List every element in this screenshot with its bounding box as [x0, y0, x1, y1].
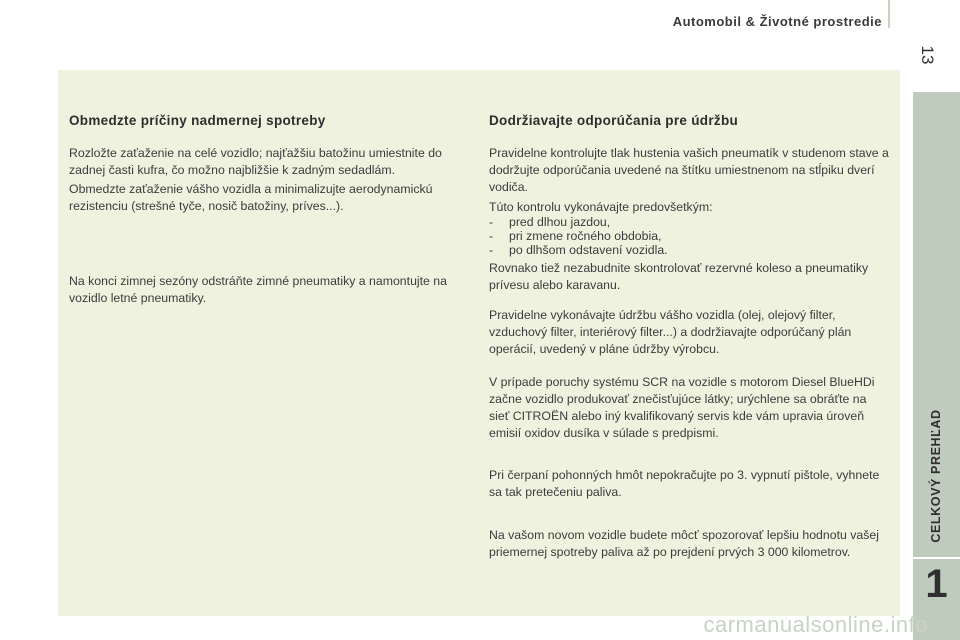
chapter-number: 1 [925, 562, 948, 606]
right-paragraph-maintenance: Pravidelne vykonávajte údržbu vášho vozidla (olej, olejový filter, vzduchový filter, interiérový filter...) a dodržiavajte odporúčaný plán operácií, uvedený v pláne údržby výrobcu. [489, 308, 852, 356]
chapter-label: CELKOVÝ PREHĽAD [929, 409, 943, 543]
list-item: - pri zmene ročného obdobia, [489, 229, 889, 243]
header-title: Automobil & Životné prostredie [672, 14, 882, 29]
right-paragraph-tire-pressure: Pravidelne kontrolujte tlak hustenia vašich pneumatík v studenom stave a dodržujte odporúčania uvedené na štítku umiestnenom na stĺpiku dverí vodiča. [489, 146, 889, 194]
left-paragraph-3: Na konci zimnej sezóny odstráňte zimné pneumatiky a namontujte na vozidlo letné pneumatiky. [69, 274, 447, 305]
list-item: - po dlhšom odstavení vozidla. [489, 243, 889, 257]
right-paragraph-fuel: Pri čerpaní pohonných hmôt nepokračujte po 3. vypnutí pištole, vyhnete sa tak pretečeniu paliva. [489, 468, 880, 499]
left-paragraph-2: Obmedzte zaťaženie vášho vozidla a minimalizujte aerodynamickú rezistenciu (strešné tyče, nosič batožiny, príves...). [69, 182, 433, 213]
right-paragraph-consumption: Na vašom novom vozidle budete môcť spozorovať lepšiu hodnotu vašej priemernej spotreby paliva až po prejdení prvých 3 000 kilometrov. [489, 528, 879, 559]
watermark: carmanualsonline.info [703, 612, 928, 637]
sidebar-divider [913, 557, 960, 559]
left-paragraph-1: Rozložte zaťaženie na celé vozidlo; najťažšiu batožinu umiestnite do zadnej časti kufra, čo možno najbližšie k zadným sedadlám. [69, 146, 442, 177]
right-paragraph-spare-wheel: Rovnako tiež nezabudnite skontrolovať rezervné koleso a pneumatiky prívesu alebo karavanu. [489, 261, 869, 292]
right-paragraph-scr: V prípade poruchy systému SCR na vozidle s motorom Diesel BlueHDi začne vozidlo produkovať znečisťujúce látky; urýchlene sa obráťte na sieť CITROËN alebo iný kvalifikovaný servis kde vám upravia úroveň emisií oxidov dusíka v súlade s predpismi. [489, 375, 875, 440]
right-paragraph-check-intro: Túto kontrolu vykonávajte predovšetkým: [489, 200, 713, 214]
list-item: - pred dlhou jazdou, [489, 215, 889, 229]
left-heading: Obmedzte príčiny nadmernej spotreby [69, 113, 326, 128]
check-list [489, 215, 889, 257]
right-heading: Dodržiavajte odporúčania pre údržbu [489, 113, 739, 128]
header-divider [888, 0, 890, 28]
page-number: 13 [918, 45, 937, 65]
